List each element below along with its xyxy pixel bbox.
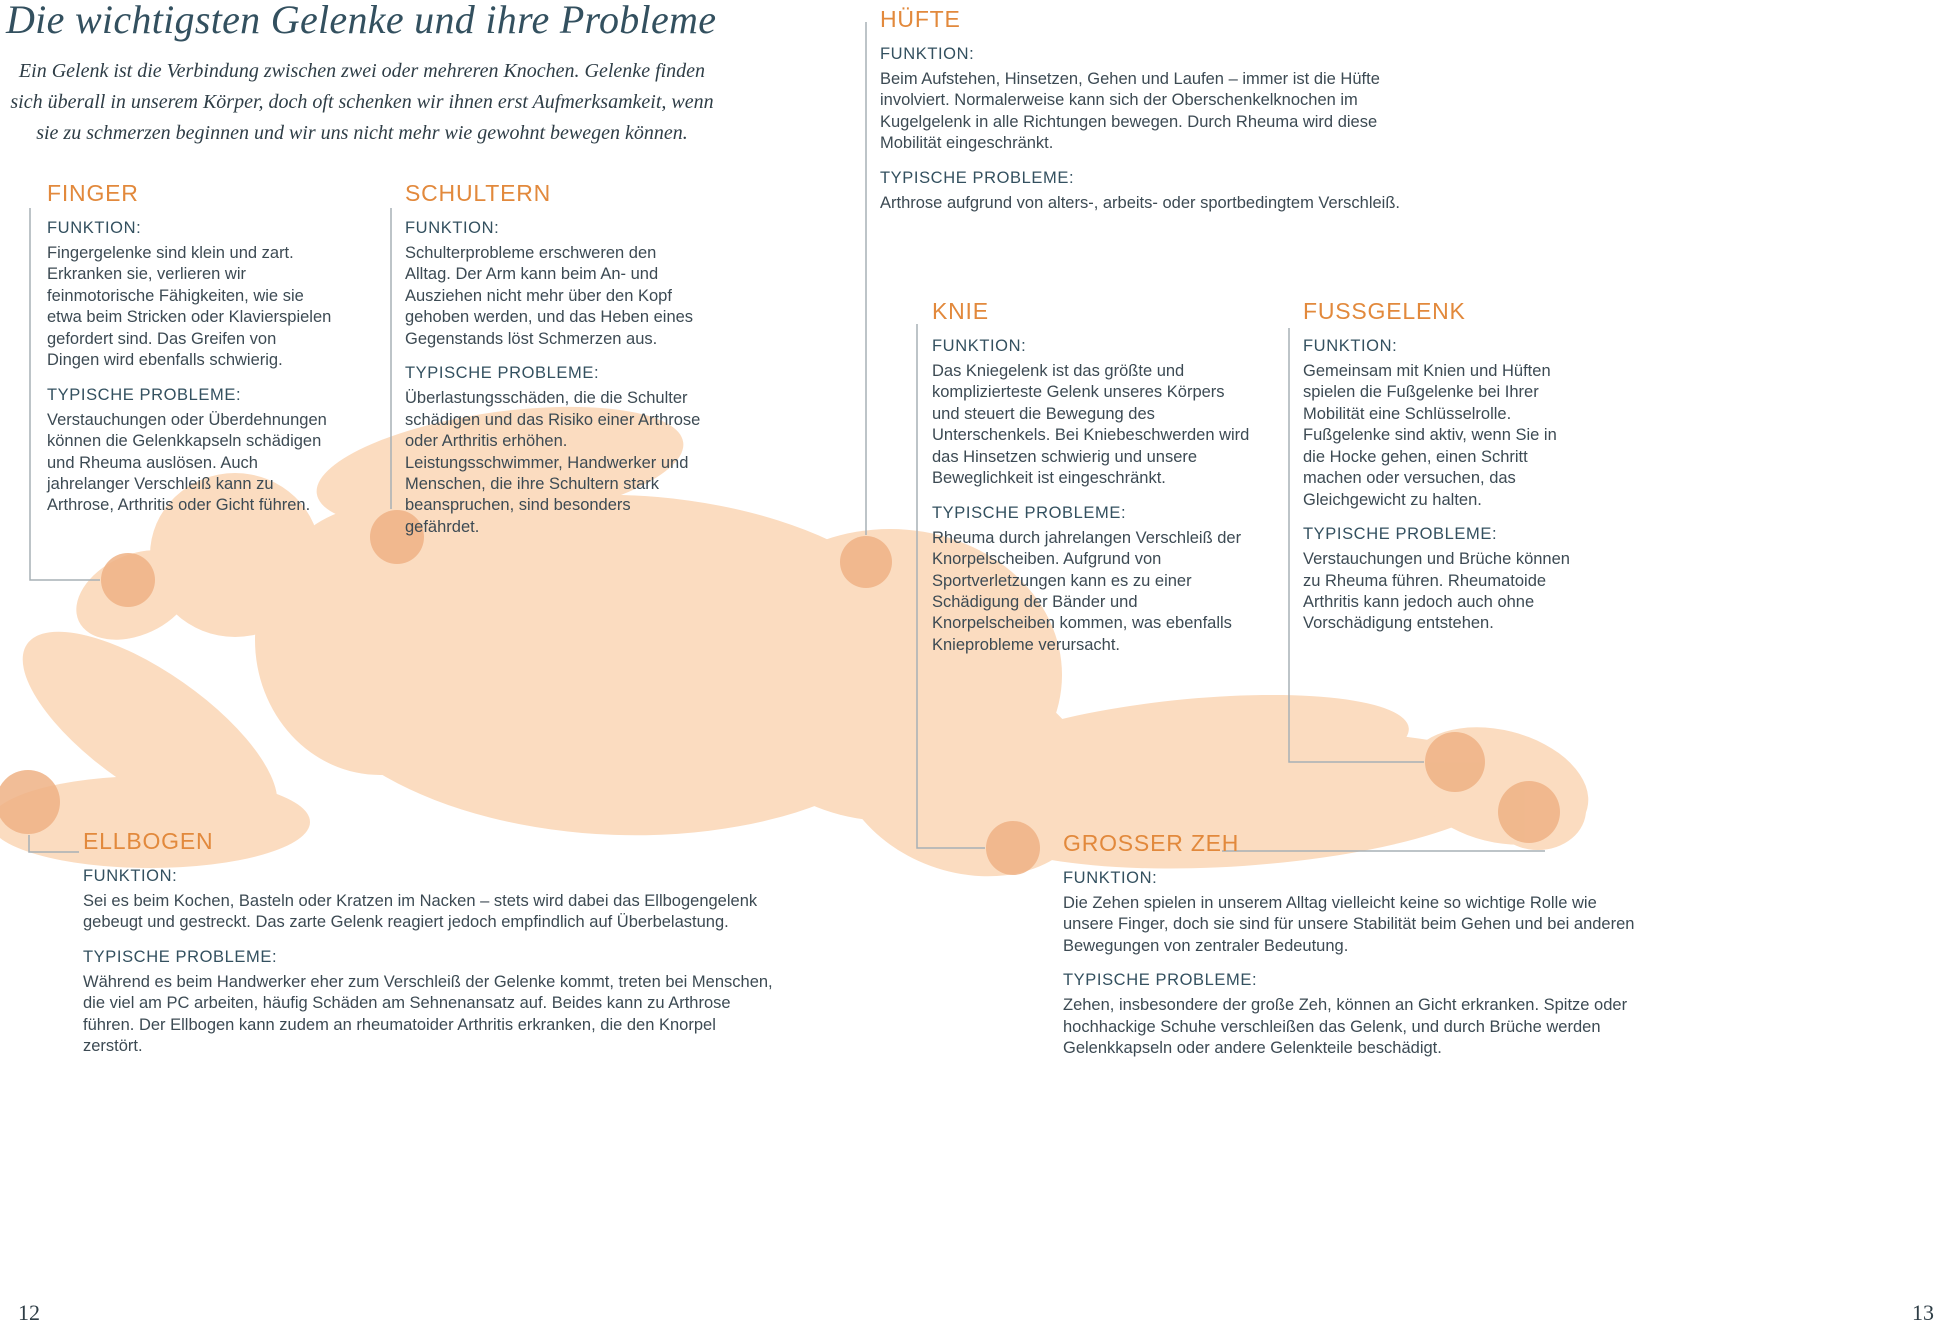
funktion-label: FUNKTION: [1303, 337, 1398, 355]
section-grosser-zeh [1063, 830, 1638, 1060]
page-title: Die wichtigsten Gelenke und ihre Probleme [6, 0, 717, 42]
section-title-knie: KNIE [932, 298, 989, 324]
section-finger [47, 180, 333, 517]
probleme-text: Während es beim Handwerker eher zum Verschleiß der Gelenke kommt, treten bei Menschen, die viel am PC arbeiten, häufig Schäden am Sehnenansatz auf. Beides kann zu Arthrose führen. Der Ellbogen kann zudem an rheumatoider Arthritis erkranken, die den Knorpel zerstört. [83, 972, 773, 1056]
funktion-text: Fingergelenke sind klein und zart. Erkranken sie, verlieren wir feinmotorische Fähigkeiten, wie sie etwa beim Stricken oder Klavierspielen gefordert sind. Das Greifen von Dingen wird ebenfalls schwierig. [47, 244, 332, 370]
funktion-text: Schulterprobleme erschweren den Alltag. Der Arm kann beim An- und Ausziehen nicht mehr über den Kopf gehoben werden, und das Heben eines Gegenstands löst Schmerzen aus. [405, 244, 694, 348]
probleme-text: Überlastungsschäden, die die Schulter schädigen und das Risiko einer Arthrose oder Arthritis erhöhen. Leistungsschwimmer, Handwerker und Menschen, die ihre Schultern stark beanspruchen, sind besonders gefährdet. [405, 389, 701, 536]
probleme-text: Verstauchungen und Brüche können zu Rheuma führen. Rheumatoide Arthritis kann jedoch auch ohne Vorschädigung entstehen. [1303, 550, 1570, 633]
intro-text: Ein Gelenk ist die Verbindung zwischen zwei oder mehreren Knochen. Gelenke finden sich überall in unserem Körper, doch oft schenken wir ihnen erst Aufmerksamkeit, wenn sie zu schmerzen beginnen und wir uns nicht mehr wie gewohnt bewegen können. [10, 60, 714, 144]
funktion-label: FUNKTION: [47, 219, 142, 237]
section-title-finger: FINGER [47, 180, 139, 206]
section-huefte [880, 6, 1414, 214]
section-knie [932, 298, 1256, 656]
funktion-text: Beim Aufstehen, Hinsetzen, Gehen und Laufen – immer ist die Hüfte involviert. Normalerweise kann sich der Oberschenkelknochen im Kugelgelenk in alle Richtungen bewegen. Durch Rheuma wird diese Mobilität eingeschränkt. [880, 70, 1380, 153]
section-title-fussgelenk: FUSSGELENK [1303, 298, 1466, 324]
section-title-huefte: HÜFTE [880, 6, 961, 32]
joint-marker-finger [101, 553, 155, 607]
joint-marker-knie [986, 821, 1040, 875]
funktion-text: Sei es beim Kochen, Basteln oder Kratzen im Nacken – stets wird dabei das Ellbogengelenk gebeugt und gestreckt. Das zarte Gelenk reagiert jedoch empfindlich auf Überbelastung. [83, 892, 758, 932]
section-schultern [405, 180, 701, 538]
section-title-schultern: SCHULTERN [405, 180, 552, 206]
joint-marker-fussgelenk [1425, 732, 1485, 792]
funktion-text: Die Zehen spielen in unserem Alltag vielleicht keine so wichtige Rolle wie unsere Finger, doch sie sind für unsere Stabilität beim Gehen und bei anderen Bewegungen von zentraler Bedeutung. [1063, 894, 1635, 955]
section-ellbogen [83, 828, 773, 1058]
section-title-grosser-zeh: GROSSER ZEH [1063, 830, 1240, 856]
funktion-text: Gemeinsam mit Knien und Hüften spielen die Fußgelenke bei Ihrer Mobilität eine Schlüsselrolle. Fußgelenke sind aktiv, wenn Sie in die Hocke gehen, einen Schritt machen oder versuchen, das Gleichgewicht zu halten. [1303, 362, 1557, 509]
probleme-text: Arthrose aufgrund von alters-, arbeits- oder sportbedingtem Verschleiß. [880, 193, 1401, 212]
funktion-label: FUNKTION: [405, 219, 500, 237]
probleme-label: TYPISCHE PROBLEME: [880, 168, 1075, 187]
probleme-text: Verstauchungen oder Überdehnungen können die Gelenkkapseln schädigen und Rheuma auslösen. Auch jahrelanger Verschleiß kann zu Arthrose, Arthritis oder Gicht führen. [47, 410, 327, 515]
probleme-label: TYPISCHE PROBLEME: [47, 385, 242, 404]
funktion-text: Das Kniegelenk ist das größte und komplizierteste Gelenk unseres Körpers und steuert die Bewegung des Unterschenkels. Bei Kniebeschwerden wird das Hinsetzen schwierig und unsere Beweglichkeit ist eingeschränkt. [932, 362, 1250, 488]
probleme-label: TYPISCHE PROBLEME: [1063, 971, 1258, 990]
probleme-label: TYPISCHE PROBLEME: [405, 364, 600, 383]
probleme-label: TYPISCHE PROBLEME: [83, 947, 278, 966]
probleme-text: Rheuma durch jahrelangen Verschleiß der Knorpelscheiben. Aufgrund von Sportverletzungen kann es zu einer Schädigung der Bänder und Knorpelscheiben kommen, was ebenfalls Knieprobleme verursacht. [932, 528, 1242, 654]
page-number-right: 13 [1912, 1300, 1934, 1325]
page-number-left: 12 [18, 1300, 40, 1325]
funktion-label: FUNKTION: [932, 337, 1027, 355]
funktion-label: FUNKTION: [1063, 869, 1158, 887]
funktion-label: FUNKTION: [880, 45, 975, 63]
section-fussgelenk [1303, 298, 1575, 635]
joint-marker-huefte [840, 536, 892, 588]
probleme-label: TYPISCHE PROBLEME: [932, 503, 1127, 522]
probleme-text: Zehen, insbesondere der große Zeh, können an Gicht erkranken. Spitze oder hochhackige Schuhe verschleißen das Gelenk, und durch Brüche werden Gelenkkapseln oder andere Gelenkteile beschädigt. [1063, 996, 1628, 1058]
funktion-label: FUNKTION: [83, 867, 178, 885]
section-title-ellbogen: ELLBOGEN [83, 828, 214, 854]
probleme-label: TYPISCHE PROBLEME: [1303, 525, 1498, 544]
